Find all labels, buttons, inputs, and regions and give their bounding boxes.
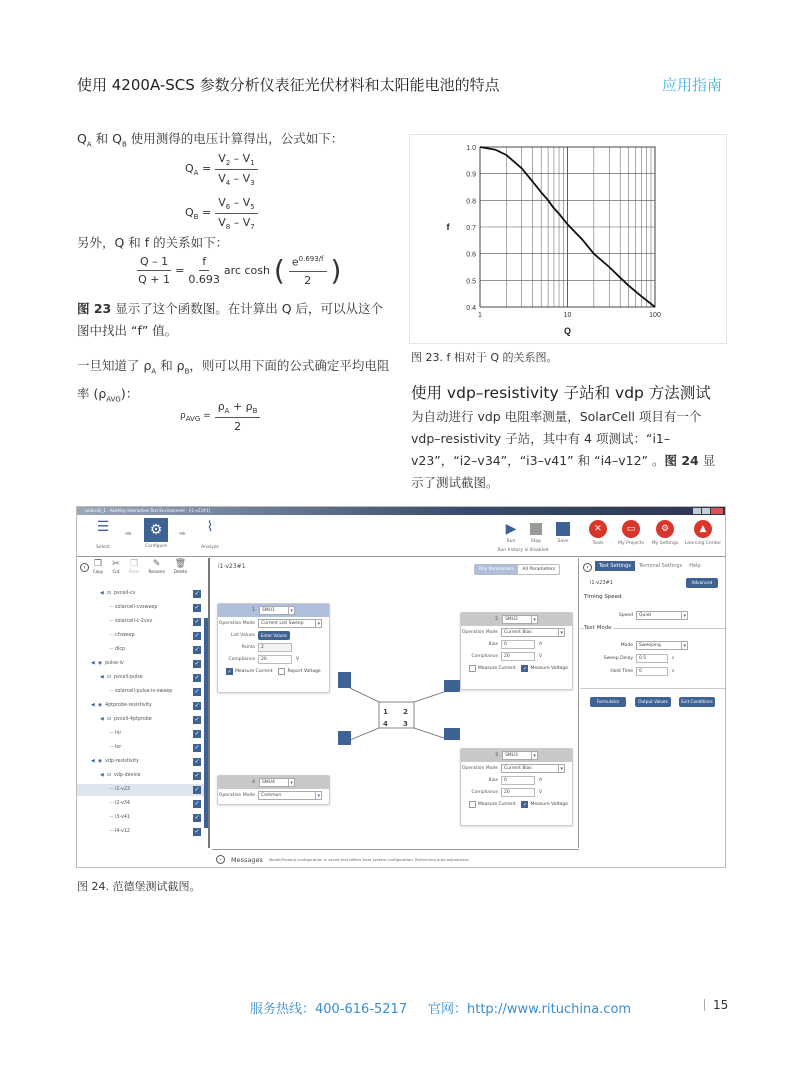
tree-connector: — bbox=[109, 731, 114, 736]
footer-divider bbox=[704, 999, 705, 1011]
compliance-label: Compliance bbox=[471, 789, 498, 795]
smu2-compliance-input[interactable]: 20 bbox=[501, 652, 535, 661]
stop-icon bbox=[530, 523, 542, 535]
smu2-select[interactable]: SMU2 ▾ bbox=[502, 615, 538, 624]
smu2-bias-input[interactable]: 0 bbox=[501, 640, 535, 649]
nav-analyze[interactable] bbox=[197, 519, 223, 550]
paste-label: Paste bbox=[128, 569, 140, 574]
expand-triangle-icon[interactable]: ◀ bbox=[100, 591, 104, 596]
rename-label: Rename bbox=[148, 569, 165, 574]
tree-item-checkbox[interactable]: ✓ bbox=[194, 590, 200, 597]
tree-item-checkbox[interactable]: ✓ bbox=[194, 618, 200, 625]
test-name: i1-v23#1 bbox=[218, 563, 246, 570]
trash-icon: 🗑 bbox=[174, 559, 187, 569]
nav-configure-label: Configure bbox=[145, 544, 167, 549]
hold-time-unit: s bbox=[672, 669, 675, 674]
smu4-panel bbox=[217, 775, 330, 805]
tree-scrollbar[interactable] bbox=[204, 618, 208, 828]
paste-icon: ❐ bbox=[130, 559, 139, 569]
tree-item-label: pvcell-pulse bbox=[114, 675, 143, 680]
output-values-button[interactable]: Output Values bbox=[635, 697, 671, 707]
sweep-delay-input[interactable]: 0.5 bbox=[636, 654, 668, 663]
tree-connector: — bbox=[109, 829, 114, 834]
mode-row bbox=[580, 641, 688, 650]
expand-triangle-icon[interactable]: ◀ bbox=[91, 703, 95, 708]
paragraph-vdp-text: 为自动进行 vdp 电阻率测量，SolarCell 项目有一个 vdp–resistivity 子站，其中有 4 项测试：“i1–v23”，“i2–v34”，“i3–v41” 和 “i4–v12” 。 bbox=[411, 409, 702, 468]
tree-item-label: hir bbox=[115, 731, 122, 736]
bias-label: Bias bbox=[488, 641, 498, 647]
y-tick-label: 0.8 bbox=[466, 198, 476, 206]
tree-item-checkbox[interactable]: ✓ bbox=[194, 758, 200, 765]
tools-label: Tools bbox=[592, 541, 604, 546]
chevron-down-icon[interactable]: ⌄ bbox=[216, 855, 225, 864]
tree-item-label: solarcell-pulse-iv-sweep bbox=[115, 689, 173, 694]
nav-select-label: Select bbox=[96, 545, 110, 550]
section-heading: 使用 vdp–resistivity 子站和 vdp 方法测试 bbox=[411, 384, 711, 402]
screenshot-caption: 图 24. 范德堡测试截图。 bbox=[77, 880, 201, 893]
exit-conditions-button[interactable]: Exit Conditions bbox=[679, 697, 715, 707]
sweep-delay-row bbox=[580, 654, 674, 663]
paragraph-figure23-text: 显示了这个函数图。在计算出 Q 后，可以从这个图中找出 “f” 值。 bbox=[77, 301, 384, 338]
tab-help[interactable]: Help bbox=[689, 563, 701, 569]
vdp-device-diagram bbox=[332, 668, 472, 768]
x-axis-label: Q bbox=[563, 326, 572, 336]
tree-connector: — bbox=[109, 619, 114, 624]
cut-button[interactable] bbox=[112, 559, 120, 574]
my-settings-button[interactable] bbox=[650, 520, 680, 546]
smu1-report-voltage-checkbox[interactable] bbox=[278, 668, 285, 675]
footer-hotline: 服务热线：400-616-5217 bbox=[250, 1002, 408, 1017]
learning-center-label: Learning Center bbox=[684, 541, 722, 546]
tree-item-checkbox[interactable]: ✓ bbox=[194, 744, 200, 751]
smu1-number: 1 bbox=[252, 608, 255, 613]
document-header-tag: 应用指南 bbox=[662, 76, 723, 94]
copy-button[interactable] bbox=[93, 559, 103, 574]
tree-item-label: vdp-resistivity bbox=[105, 759, 139, 764]
measure-voltage-label: Measure Voltage bbox=[530, 801, 568, 807]
window-controls bbox=[693, 508, 723, 514]
y-tick-label: 1.0 bbox=[466, 145, 476, 152]
mode-label: Mode bbox=[620, 643, 633, 648]
folder-icon: ▭ bbox=[622, 520, 640, 538]
scissors-icon: ✂ bbox=[112, 559, 120, 569]
subsite-icon: ◉ bbox=[98, 759, 103, 764]
maximize-button[interactable] bbox=[702, 508, 710, 514]
smu4-op-mode-select[interactable]: Common ▾ bbox=[258, 791, 322, 800]
copy-icon: ❐ bbox=[94, 559, 103, 569]
arrow-icon: ➡ bbox=[179, 529, 186, 538]
hold-time-row bbox=[580, 667, 674, 676]
tree-item[interactable] bbox=[77, 700, 205, 712]
paragraph-rho: 一旦知道了 $\rho_A$ 和 $\rho_B$，则可以用下面的公式确定平均电阻率 $(\rho_{AVG})$： bbox=[77, 358, 390, 403]
bias-label: Bias bbox=[488, 777, 498, 783]
tree-connector: — bbox=[109, 647, 114, 652]
collapse-icon[interactable]: ‹ bbox=[80, 563, 89, 572]
tree-item-label: pvcell-cv bbox=[114, 591, 136, 596]
smu3-panel bbox=[460, 748, 573, 826]
tree-item-checkbox[interactable]: ✓ bbox=[194, 646, 200, 653]
terminal-3: 3 bbox=[403, 720, 408, 728]
page-number: 15 bbox=[713, 998, 729, 1012]
mode-select[interactable]: Sweeping ▾ bbox=[636, 641, 688, 650]
x-tick-label: 1 bbox=[478, 312, 482, 319]
op-mode-label: Operation Mode bbox=[218, 620, 255, 626]
test-mode-section: Test Mode bbox=[584, 625, 612, 631]
smu3-number: 3 bbox=[495, 753, 498, 758]
tree-item-label: cfsweep bbox=[115, 633, 135, 638]
close-button[interactable] bbox=[711, 508, 723, 514]
compliance-unit: V bbox=[296, 656, 300, 662]
tree-connector: — bbox=[109, 689, 114, 694]
graduation-cap-icon: ▲ bbox=[694, 520, 712, 538]
tree-item-checkbox[interactable]: ✓ bbox=[194, 800, 200, 807]
messages-label: Messages bbox=[231, 855, 263, 864]
smu1-header bbox=[218, 604, 329, 617]
tools-icon: ✕ bbox=[589, 520, 607, 538]
delete-button[interactable] bbox=[174, 559, 187, 574]
tree-item-checkbox[interactable]: ✓ bbox=[194, 702, 200, 709]
tree-item[interactable] bbox=[77, 602, 205, 614]
expand-icon[interactable]: › bbox=[583, 563, 592, 572]
tree-item-label: i4-v12 bbox=[115, 829, 130, 834]
tree-item[interactable] bbox=[77, 616, 205, 628]
tree-item-label: pvcell-4ptprobe bbox=[114, 717, 152, 722]
tree-item[interactable] bbox=[77, 686, 205, 698]
save-button[interactable] bbox=[553, 521, 573, 544]
stop-button[interactable] bbox=[526, 521, 546, 544]
settings-icon: ⚙ bbox=[656, 520, 674, 538]
smu1-compliance-input[interactable]: 20 bbox=[258, 655, 292, 664]
settings-tabs bbox=[595, 561, 701, 571]
speed-label: Speed bbox=[618, 613, 633, 618]
device-icon: ⊡ bbox=[107, 717, 112, 722]
save-icon bbox=[556, 522, 570, 536]
tree-item-label: lor bbox=[115, 745, 122, 750]
tree-item[interactable] bbox=[77, 742, 205, 754]
compliance-unit: V bbox=[539, 789, 543, 795]
rename-button[interactable] bbox=[149, 559, 165, 574]
measure-current-label: Measure Current bbox=[478, 801, 516, 807]
f-vs-q-chart bbox=[410, 135, 728, 345]
smu2-measure-voltage-checkbox[interactable]: ✓ bbox=[522, 665, 528, 672]
list-values-label: List Values bbox=[231, 632, 255, 638]
x-tick-label: 100 bbox=[649, 312, 661, 319]
tree-item-label: 4ptprobe-resistivity bbox=[105, 703, 152, 708]
tree-item[interactable] bbox=[77, 784, 205, 796]
formulator-button[interactable]: Formulator bbox=[590, 697, 626, 707]
tree-toolbar bbox=[93, 559, 187, 574]
tree-item[interactable] bbox=[77, 714, 205, 726]
relation-func: arc cosh bbox=[223, 264, 270, 278]
paragraph-figure23 bbox=[77, 298, 395, 342]
relation-mid-den: 0.693 bbox=[188, 273, 220, 287]
points-label: Points bbox=[241, 644, 255, 650]
smu2-op-mode-select[interactable]: Current Bias ▾ bbox=[501, 628, 565, 637]
settings-test-name: i1-v23#1 bbox=[590, 580, 613, 586]
smu1-measure-current-checkbox[interactable]: ✓ bbox=[227, 668, 232, 675]
sweep-delay-label: Sweep Delay bbox=[603, 656, 633, 661]
smu1-select[interactable]: SMU1 ▾ bbox=[259, 606, 295, 615]
expand-triangle-icon[interactable]: ◀ bbox=[100, 717, 104, 722]
hold-time-label: Hold Time bbox=[610, 669, 633, 674]
tree-connector: — bbox=[109, 745, 114, 750]
tree-item-label: solarcell-cvsweep bbox=[115, 605, 158, 610]
y-tick-label: 0.6 bbox=[466, 251, 476, 259]
configure-pane bbox=[212, 558, 579, 848]
relation-equals: = bbox=[175, 264, 185, 278]
expand-triangle-icon[interactable]: ◀ bbox=[91, 661, 95, 666]
messages-bar bbox=[212, 849, 579, 868]
figure23-ref: 图 23 bbox=[77, 301, 112, 316]
tree-connector: — bbox=[109, 787, 114, 792]
run-label: Run bbox=[506, 539, 516, 544]
chart-figure23 bbox=[409, 134, 727, 344]
compliance-unit: V bbox=[539, 653, 543, 659]
play-icon: ▶ bbox=[505, 521, 517, 537]
tree-item-checkbox[interactable]: ✓ bbox=[194, 660, 200, 667]
tree-item[interactable] bbox=[77, 812, 205, 824]
tree-connector: — bbox=[109, 815, 114, 820]
op-mode-label: Operation Mode bbox=[218, 792, 255, 798]
nav-analyze-label: Analyze bbox=[201, 545, 219, 550]
tab-test-settings[interactable]: Test Settings bbox=[595, 561, 635, 571]
tree-item[interactable] bbox=[77, 644, 205, 656]
nav-configure[interactable] bbox=[143, 518, 169, 549]
tree-item-checkbox[interactable]: ✓ bbox=[194, 632, 200, 639]
y-tick-label: 0.7 bbox=[466, 225, 476, 232]
terminal-4: 4 bbox=[383, 720, 388, 728]
y-tick-label: 0.5 bbox=[466, 278, 476, 286]
tree-item[interactable] bbox=[77, 728, 205, 740]
delete-label: Delete bbox=[173, 569, 188, 574]
expand-triangle-icon[interactable]: ◀ bbox=[91, 759, 95, 764]
chart-icon: ⌇ bbox=[206, 519, 214, 535]
smu2-number: 2 bbox=[495, 617, 498, 622]
smu3-measure-voltage-checkbox[interactable]: ✓ bbox=[522, 801, 528, 808]
smu1-op-mode-select[interactable]: Current List Sweep ▾ bbox=[258, 619, 322, 628]
subsite-icon: ◉ bbox=[98, 661, 103, 666]
tree-item[interactable] bbox=[77, 826, 205, 838]
y-tick-label: 0.4 bbox=[466, 305, 476, 312]
copy-label: Copy bbox=[93, 569, 104, 574]
smu3-compliance-input[interactable]: 20 bbox=[501, 788, 535, 797]
tree-item-checkbox[interactable]: ✓ bbox=[194, 688, 200, 695]
bias-unit: A bbox=[539, 641, 543, 647]
smu3-measure-current-checkbox[interactable] bbox=[469, 801, 476, 808]
tree-item-checkbox[interactable]: ✓ bbox=[194, 814, 200, 821]
sweep-delay-unit: s bbox=[672, 656, 675, 661]
device-icon: ⊡ bbox=[107, 591, 112, 596]
smu3-select[interactable]: SMU3 ▾ bbox=[502, 751, 538, 760]
smu2-header bbox=[461, 613, 572, 626]
op-mode-label: Operation Mode bbox=[461, 765, 498, 771]
tree-item-label: i3-v41 bbox=[115, 815, 130, 820]
learning-center-button[interactable] bbox=[684, 520, 722, 546]
relation-lhs-den: Q + 1 bbox=[138, 273, 171, 287]
relation-intro: 另外，Q 和 f 的关系如下： bbox=[77, 235, 229, 250]
tree-item-label: pulse-iv bbox=[105, 661, 124, 666]
tree-item[interactable] bbox=[77, 798, 205, 810]
smu3-bias-input[interactable]: 0 bbox=[501, 776, 535, 785]
relation-mid-num: f bbox=[199, 255, 209, 271]
advanced-button[interactable]: Advanced bbox=[686, 578, 718, 588]
tab-terminal-settings[interactable]: Terminal Settings bbox=[638, 563, 683, 569]
window-title: solarcell_1 - Keithley Interactive Test Environment - [i1-v23#1] bbox=[85, 508, 211, 513]
tree-item-checkbox[interactable]: ✓ bbox=[194, 772, 200, 779]
tree-item-checkbox[interactable]: ✓ bbox=[194, 674, 200, 681]
tree-item[interactable] bbox=[77, 756, 205, 768]
points-field: 2 bbox=[258, 643, 292, 652]
run-history-note: Run history is disabled bbox=[497, 548, 549, 553]
rho-avg-den: 2 bbox=[234, 420, 242, 434]
tree-item-checkbox[interactable]: ✓ bbox=[194, 828, 200, 835]
tree-item[interactable] bbox=[77, 588, 205, 600]
y-tick-label: 0.9 bbox=[466, 171, 476, 179]
relation-lhs-num: Q – 1 bbox=[137, 255, 171, 271]
compliance-label: Compliance bbox=[471, 653, 498, 659]
device-icon: ⊡ bbox=[107, 675, 112, 680]
device-icon: ⊡ bbox=[107, 773, 112, 778]
divider bbox=[580, 688, 726, 689]
my-settings-label: My Settings bbox=[651, 541, 679, 546]
tree-item-checkbox[interactable]: ✓ bbox=[194, 730, 200, 737]
equation-qb: $Q_B$ = $\frac{V_6 - V_5}{V_8 - V_7}$ bbox=[185, 196, 258, 231]
minimize-button[interactable] bbox=[693, 508, 701, 514]
paragraph-vdp bbox=[411, 406, 727, 494]
tree-item-checkbox[interactable]: ✓ bbox=[194, 716, 200, 723]
arrow-icon: ➡ bbox=[125, 529, 132, 538]
measure-voltage-label: Measure Voltage bbox=[530, 665, 568, 671]
relation-arg-den: 2 bbox=[304, 273, 312, 287]
tree-item-checkbox[interactable]: ✓ bbox=[194, 604, 200, 611]
chart-caption: 图 23. f 相对于 Q 的关系图。 bbox=[411, 351, 558, 364]
smu4-number: 4 bbox=[252, 780, 255, 785]
tree-item[interactable] bbox=[77, 770, 205, 782]
document-header-title: 使用 4200A-SCS 参数分析仪表征光伏材料和太阳能电池的特点 bbox=[77, 76, 500, 94]
tree-connector: — bbox=[109, 633, 114, 638]
report-voltage-label: Report Voltage bbox=[287, 668, 321, 674]
figure24-ref: 图 24 bbox=[664, 453, 699, 468]
enter-values-button[interactable]: Enter Values bbox=[258, 631, 290, 640]
parameter-tabs bbox=[474, 564, 560, 575]
speed-row bbox=[580, 611, 688, 620]
cut-label: Cut bbox=[112, 569, 120, 574]
measure-current-label: Measure Current bbox=[478, 665, 516, 671]
tools-button[interactable] bbox=[586, 520, 610, 546]
smu1-panel bbox=[217, 603, 330, 693]
my-projects-button[interactable] bbox=[616, 520, 646, 546]
project-tree-pane bbox=[77, 558, 210, 848]
tree-item-label: solarcell-c-2vsv bbox=[115, 619, 153, 624]
tree-item-checkbox[interactable]: ✓ bbox=[194, 786, 200, 793]
paragraph-vdp-end: 显示了测试截图。 bbox=[411, 453, 716, 490]
nav-select[interactable] bbox=[91, 519, 115, 550]
tree-item[interactable] bbox=[77, 672, 205, 684]
list-icon: ☰ bbox=[96, 519, 110, 535]
intro-text: $Q_A$ 和 $Q_B$ 使用测得的电压计算得出，公式如下： bbox=[77, 131, 344, 149]
tab-all-parameters[interactable]: All Parameters bbox=[522, 567, 556, 572]
footer-website[interactable]: 官网：http://www.rituchina.com bbox=[428, 1002, 632, 1017]
timing-speed-section: Timing Speed bbox=[584, 594, 622, 600]
my-projects-label: My Projects bbox=[618, 541, 644, 546]
equation-rho-avg: $\rho_{AVG}$ = $\frac{\rho_A + \rho_B}{2}$ bbox=[180, 400, 260, 433]
main-toolbar bbox=[77, 515, 725, 557]
equation-relation: $\frac{Q - 1}{Q + 1}$ = $\frac{f}{0.693}$ arc cosh ( $\frac{e^{0.693/f}}{2}$ ) bbox=[138, 253, 342, 287]
x-tick-label: 10 bbox=[563, 312, 572, 319]
terminal-1: 1 bbox=[383, 708, 388, 716]
expand-triangle-icon[interactable]: ◀ bbox=[100, 773, 104, 778]
software-screenshot bbox=[76, 506, 726, 868]
speed-select[interactable]: Quiet ▾ bbox=[636, 611, 688, 620]
save-label: Save bbox=[557, 539, 569, 544]
tree-item-label: i1-v23 bbox=[115, 787, 130, 792]
tree-connector: — bbox=[109, 801, 114, 806]
smu3-header bbox=[461, 749, 572, 762]
run-button[interactable] bbox=[501, 521, 521, 544]
smu3-op-mode-select[interactable]: Current Bias ▾ bbox=[501, 764, 565, 773]
test-settings-pane bbox=[580, 558, 726, 848]
smu2-panel bbox=[460, 612, 573, 690]
expand-triangle-icon[interactable]: ◀ bbox=[100, 675, 104, 680]
stop-label: Stop bbox=[530, 539, 542, 544]
terminal-2: 2 bbox=[403, 708, 408, 716]
compliance-label: Compliance bbox=[228, 656, 255, 662]
tree-connector: — bbox=[109, 605, 114, 610]
tree-item[interactable] bbox=[77, 658, 205, 670]
tree-item-label: dlcp bbox=[115, 647, 126, 652]
tree-item-label: i2-v34 bbox=[115, 801, 130, 806]
tree-item[interactable] bbox=[77, 630, 205, 642]
equation-qa: $Q_A$ = $\frac{V_2 - V_1}{V_4 - V_3}$ bbox=[185, 152, 258, 187]
tree-item-label: vdp-device bbox=[114, 773, 141, 778]
smu4-select[interactable]: SMU4 ▾ bbox=[259, 778, 295, 787]
op-mode-label: Operation Mode bbox=[461, 629, 498, 635]
subsite-icon: ◉ bbox=[98, 703, 103, 708]
messages-text: Model/Preamp configuration in saved test differs from system configuration. Performing auto adjustment. bbox=[268, 857, 470, 862]
pencil-icon: ✎ bbox=[152, 559, 161, 569]
tab-key-parameters[interactable]: Key Parameters bbox=[475, 565, 518, 574]
window-titlebar bbox=[77, 507, 725, 515]
hold-time-input[interactable]: 0 bbox=[636, 667, 668, 676]
paste-button[interactable] bbox=[129, 559, 140, 574]
gears-icon: ⚙ bbox=[144, 518, 168, 542]
measure-current-label: Measure Current bbox=[235, 668, 273, 674]
y-axis-label: f bbox=[446, 222, 450, 232]
bias-unit: A bbox=[539, 777, 543, 783]
smu4-header bbox=[218, 776, 329, 789]
